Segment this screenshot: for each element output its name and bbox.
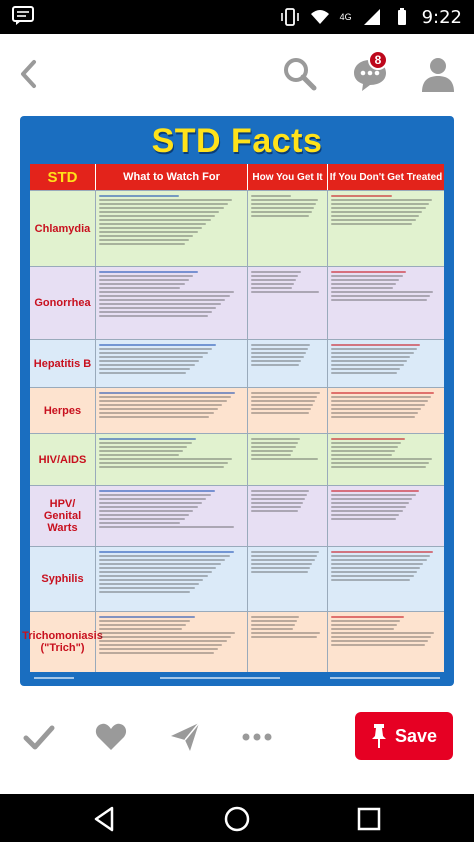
- how-you-get-it-cell: [248, 388, 328, 433]
- header-if-not-treated: If You Don't Get Treated: [328, 164, 444, 190]
- text-line: [331, 199, 432, 201]
- text-line: [251, 412, 309, 414]
- text-line: [331, 579, 410, 581]
- text-line: [99, 348, 212, 350]
- text-line: [331, 442, 401, 444]
- header-std: STD: [30, 164, 96, 190]
- text-line: [99, 203, 228, 205]
- watch-for-cell: [96, 340, 248, 387]
- text-line: [251, 567, 310, 569]
- text-line: [331, 551, 433, 553]
- text-line: [331, 571, 417, 573]
- text-line: [99, 307, 216, 309]
- text-line: [99, 275, 193, 277]
- text-line: [251, 360, 301, 362]
- notification-badge: 8: [368, 50, 388, 70]
- text-line: [331, 462, 429, 464]
- text-line: [331, 555, 430, 557]
- text-line: [99, 299, 225, 301]
- text-line: [251, 559, 315, 561]
- text-line: [99, 227, 202, 229]
- header-watch: What to Watch For: [96, 164, 248, 190]
- text-line: [251, 352, 306, 354]
- text-line: [331, 295, 430, 297]
- text-line: [99, 522, 180, 524]
- text-line: [99, 199, 232, 201]
- text-line: [99, 571, 212, 573]
- back-chevron-icon[interactable]: [14, 54, 44, 94]
- text-line: [99, 344, 216, 346]
- text-line: [99, 644, 222, 646]
- text-line: [331, 271, 406, 273]
- text-line: [99, 567, 216, 569]
- text-line: [331, 219, 416, 221]
- text-line: [251, 446, 296, 448]
- text-line: [251, 498, 305, 500]
- text-line: [331, 450, 395, 452]
- if-not-treated-cell: [328, 340, 444, 387]
- text-line: [331, 215, 419, 217]
- text-line: [99, 303, 221, 305]
- text-line: [331, 454, 392, 456]
- text-line: [251, 571, 308, 573]
- text-line: [331, 408, 421, 410]
- text-line: [331, 628, 394, 630]
- text-line: [251, 344, 310, 346]
- text-line: [251, 450, 293, 452]
- text-line: [99, 356, 203, 358]
- text-line: [331, 360, 407, 362]
- text-line: [251, 510, 298, 512]
- text-line: [331, 211, 422, 213]
- text-line: [251, 279, 296, 281]
- text-line: [99, 518, 185, 520]
- text-line: [251, 490, 309, 492]
- text-line: [99, 526, 234, 528]
- system-nav-bar: [0, 794, 474, 842]
- text-line: [331, 283, 396, 285]
- text-line: [331, 275, 403, 277]
- text-line: [331, 352, 414, 354]
- text-line: [251, 624, 295, 626]
- text-line: [99, 442, 192, 444]
- save-button[interactable]: [355, 712, 453, 760]
- poster-footer: [30, 674, 444, 684]
- table-header: [30, 164, 444, 190]
- recents-square-icon[interactable]: [354, 804, 384, 834]
- text-line: [331, 644, 425, 646]
- text-line: [251, 494, 307, 496]
- text-line: [331, 518, 396, 520]
- home-circle-icon[interactable]: [222, 804, 252, 834]
- if-not-treated-cell: [328, 191, 444, 266]
- text-line: [99, 506, 198, 508]
- text-line: [99, 295, 230, 297]
- more-options-icon[interactable]: [240, 720, 274, 754]
- text-line: [99, 372, 186, 374]
- how-you-get-it-cell: [248, 486, 328, 546]
- text-line: [99, 311, 212, 313]
- text-line: [331, 632, 434, 634]
- text-line: [99, 462, 228, 464]
- text-line: [99, 235, 193, 237]
- text-line: [99, 636, 231, 638]
- text-line: [331, 291, 433, 293]
- text-line: [99, 207, 224, 209]
- back-triangle-icon[interactable]: [90, 804, 120, 834]
- text-line: [251, 287, 292, 289]
- network-type: 4G: [339, 12, 352, 22]
- wifi-icon: [310, 7, 330, 27]
- text-line: [331, 502, 409, 504]
- text-line: [331, 575, 414, 577]
- text-line: [331, 438, 405, 440]
- text-line: [99, 551, 234, 553]
- text-line: [251, 616, 299, 618]
- pin-actions: [0, 704, 474, 774]
- text-line: [251, 275, 298, 277]
- table-row: [30, 485, 444, 546]
- text-line: [99, 555, 230, 557]
- how-you-get-it-cell: [248, 267, 328, 339]
- text-line: [331, 498, 412, 500]
- text-line: [99, 271, 198, 273]
- if-not-treated-cell: [328, 486, 444, 546]
- text-line: [251, 291, 319, 293]
- table-row: [30, 433, 444, 485]
- text-line: [331, 299, 427, 301]
- text-line: [251, 555, 317, 557]
- text-line: [99, 231, 198, 233]
- text-line: [251, 364, 299, 366]
- text-line: [331, 400, 428, 402]
- std-name: Trichomoniasis ("Trich"): [30, 612, 96, 672]
- text-line: [99, 502, 202, 504]
- text-line: [99, 591, 190, 593]
- text-line: [251, 458, 318, 460]
- table-row: [30, 339, 444, 387]
- text-line: [99, 364, 195, 366]
- text-line: [331, 567, 420, 569]
- text-line: [251, 356, 304, 358]
- text-line: [331, 624, 397, 626]
- if-not-treated-cell: [328, 267, 444, 339]
- std-name: HIV/AIDS: [30, 434, 96, 485]
- status-bar: [0, 0, 474, 34]
- text-line: [99, 640, 227, 642]
- table-row: [30, 266, 444, 339]
- text-line: [331, 364, 404, 366]
- text-line: [99, 490, 215, 492]
- pin-detail-screen: [0, 34, 474, 794]
- text-line: [99, 408, 218, 410]
- text-line: [331, 620, 400, 622]
- text-line: [251, 636, 317, 638]
- text-line: [251, 408, 311, 410]
- table-row: [30, 190, 444, 266]
- text-line: [99, 279, 189, 281]
- text-line: [251, 199, 318, 201]
- text-line: [331, 514, 399, 516]
- text-line: [331, 348, 417, 350]
- pin-image[interactable]: [20, 116, 454, 686]
- text-line: [99, 579, 203, 581]
- how-you-get-it-cell: [248, 340, 328, 387]
- text-line: [331, 563, 423, 565]
- checkmark-icon[interactable]: [22, 720, 56, 754]
- text-line: [331, 494, 416, 496]
- text-line: [99, 466, 224, 468]
- text-line: [331, 203, 429, 205]
- watch-for-cell: [96, 267, 248, 339]
- text-line: [99, 211, 219, 213]
- text-line: [99, 446, 187, 448]
- text-line: [331, 412, 418, 414]
- text-line: [331, 207, 426, 209]
- poster-title: STD Facts: [151, 122, 323, 160]
- text-line: [99, 396, 231, 398]
- std-name: Herpes: [30, 388, 96, 433]
- profile-icon[interactable]: [420, 56, 456, 94]
- text-line: [99, 624, 186, 626]
- text-line: [251, 632, 320, 634]
- text-line: [99, 352, 208, 354]
- text-line: [251, 442, 298, 444]
- if-not-treated-cell: [328, 612, 444, 672]
- text-line: [251, 348, 308, 350]
- text-line: [251, 563, 312, 565]
- pin-icon: [371, 723, 387, 749]
- text-line: [251, 438, 300, 440]
- watch-for-cell: [96, 434, 248, 485]
- text-line: [251, 551, 319, 553]
- text-line: [99, 392, 235, 394]
- text-line: [331, 404, 425, 406]
- text-line: [99, 510, 193, 512]
- text-line: [99, 223, 206, 225]
- text-line: [99, 632, 235, 634]
- text-line: [251, 392, 320, 394]
- text-line: [99, 368, 190, 370]
- message-notification-icon: [12, 6, 34, 26]
- text-line: [331, 458, 432, 460]
- std-name: Syphilis: [30, 547, 96, 611]
- text-line: [331, 506, 406, 508]
- clock: 9:22: [421, 6, 462, 28]
- text-line: [251, 454, 291, 456]
- text-line: [331, 287, 393, 289]
- text-line: [99, 652, 214, 654]
- text-line: [99, 458, 232, 460]
- text-line: [99, 583, 199, 585]
- text-line: [99, 559, 225, 561]
- heart-icon[interactable]: [94, 720, 128, 754]
- vibrate-icon: [280, 7, 300, 27]
- text-line: [331, 490, 419, 492]
- text-line: [251, 404, 313, 406]
- how-you-get-it-cell: [248, 191, 328, 266]
- text-line: [99, 400, 227, 402]
- text-line: [99, 450, 183, 452]
- watch-for-cell: [96, 486, 248, 546]
- text-line: [99, 438, 196, 440]
- text-line: [99, 291, 234, 293]
- if-not-treated-cell: [328, 388, 444, 433]
- text-line: [99, 587, 195, 589]
- text-line: [331, 223, 412, 225]
- text-line: [99, 243, 185, 245]
- watch-for-cell: [96, 191, 248, 266]
- text-line: [99, 239, 189, 241]
- text-line: [331, 446, 398, 448]
- text-line: [251, 502, 303, 504]
- text-line: [99, 616, 195, 618]
- text-line: [99, 315, 208, 317]
- text-line: [99, 215, 215, 217]
- send-icon[interactable]: [168, 720, 202, 754]
- text-line: [331, 195, 392, 197]
- std-name: Gonorrhea: [30, 267, 96, 339]
- text-line: [331, 372, 397, 374]
- watch-for-cell: [96, 547, 248, 611]
- text-line: [99, 575, 208, 577]
- std-name: Chlamydia: [30, 191, 96, 266]
- text-line: [99, 563, 221, 565]
- text-line: [251, 396, 317, 398]
- if-not-treated-cell: [328, 547, 444, 611]
- text-line: [251, 283, 294, 285]
- text-line: [99, 195, 179, 197]
- text-line: [99, 494, 211, 496]
- text-line: [251, 195, 291, 197]
- text-line: [99, 283, 185, 285]
- std-facts-table: [22, 164, 444, 672]
- how-you-get-it-cell: [248, 612, 328, 672]
- text-line: [99, 219, 211, 221]
- how-you-get-it-cell: [248, 434, 328, 485]
- text-line: [99, 648, 218, 650]
- text-line: [99, 404, 222, 406]
- std-name: Hepatitis B: [30, 340, 96, 387]
- std-name: HPV/ Genital Warts: [30, 486, 96, 546]
- save-label: Save: [394, 725, 438, 746]
- text-line: [99, 514, 189, 516]
- text-line: [251, 628, 293, 630]
- text-line: [251, 203, 316, 205]
- text-line: [331, 559, 427, 561]
- text-line: [251, 400, 315, 402]
- text-line: [251, 506, 301, 508]
- text-line: [99, 620, 190, 622]
- table-row: [22, 611, 444, 672]
- text-line: [99, 416, 209, 418]
- text-line: [331, 392, 434, 394]
- if-not-treated-cell: [328, 434, 444, 485]
- text-line: [99, 287, 180, 289]
- text-line: [331, 279, 399, 281]
- watch-for-cell: [96, 388, 248, 433]
- watch-for-cell: [96, 612, 248, 672]
- top-bar: [0, 34, 474, 114]
- table-row: [30, 546, 444, 611]
- text-line: [331, 368, 400, 370]
- text-line: [331, 616, 404, 618]
- text-line: [331, 636, 431, 638]
- text-line: [331, 510, 403, 512]
- text-line: [331, 396, 431, 398]
- text-line: [251, 215, 309, 217]
- header-how: How You Get It: [248, 164, 328, 190]
- text-line: [251, 271, 301, 273]
- text-line: [99, 628, 182, 630]
- text-line: [331, 344, 420, 346]
- text-line: [331, 416, 415, 418]
- text-line: [99, 498, 206, 500]
- text-line: [331, 356, 410, 358]
- battery-icon: [392, 7, 412, 27]
- text-line: [251, 207, 314, 209]
- text-line: [99, 412, 214, 414]
- text-line: [251, 211, 312, 213]
- text-line: [99, 360, 199, 362]
- text-line: [251, 620, 297, 622]
- text-line: [99, 454, 179, 456]
- text-line: [331, 640, 428, 642]
- signal-icon: [362, 7, 382, 27]
- search-icon[interactable]: [282, 56, 318, 92]
- how-you-get-it-cell: [248, 547, 328, 611]
- table-row: [30, 387, 444, 433]
- text-line: [331, 466, 426, 468]
